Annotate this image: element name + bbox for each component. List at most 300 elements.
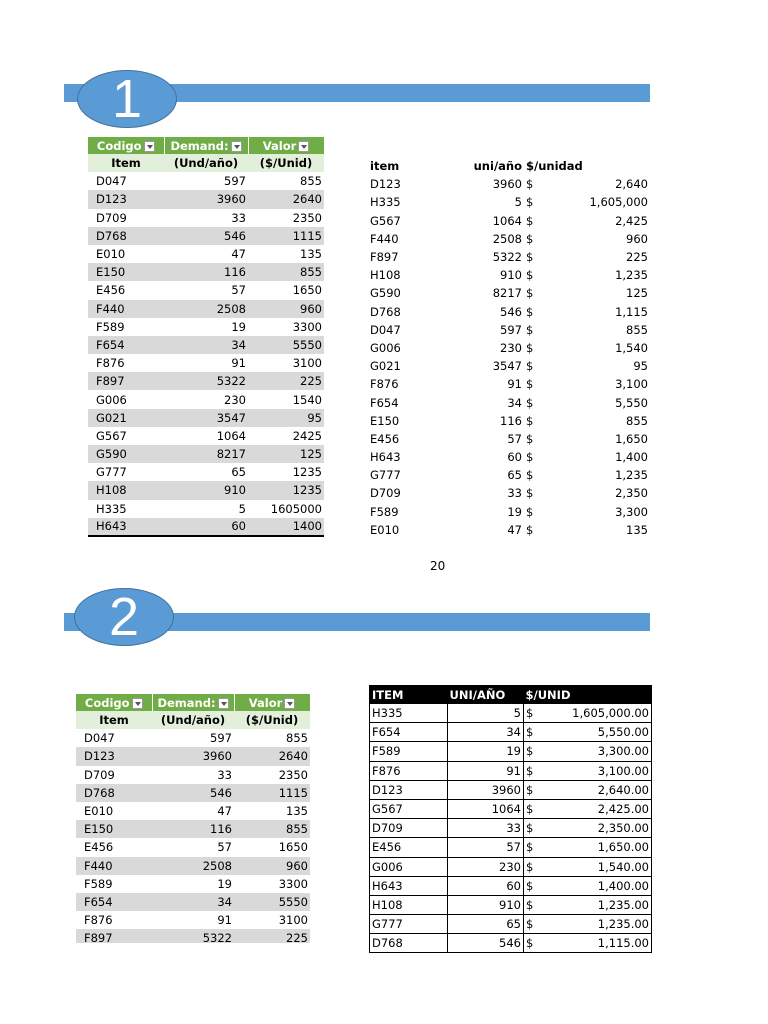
currency-symbol: $ (526, 231, 534, 246)
page-number: 20 (430, 559, 446, 573)
currency-symbol: $ (526, 782, 534, 797)
currency-symbol: $ (526, 377, 534, 392)
subheader-item: Item (88, 154, 164, 172)
value-cell: 5550 (234, 893, 310, 911)
item-code-cell: D709 (370, 819, 448, 838)
header-demanda: Demand: (152, 694, 234, 711)
value-cell: 2350 (234, 766, 310, 784)
demand-cell: 2508 (152, 857, 234, 875)
unit-price-cell (524, 723, 652, 742)
header-demanda: Demand: (164, 137, 248, 154)
demand-cell: 8217 (164, 445, 248, 463)
table-row (88, 227, 324, 245)
item-code-cell: F876 (88, 354, 164, 372)
table-row (370, 876, 652, 895)
table-row (370, 838, 652, 857)
item-code-cell: G590 (88, 445, 164, 463)
table-row (370, 857, 652, 876)
subheader-units: (Und/año) (164, 154, 248, 172)
demand-cell: 546 (152, 784, 234, 802)
item-code-cell: D768 (88, 227, 164, 245)
table-row (76, 766, 310, 784)
table-row (370, 819, 652, 838)
demand-cell: 47 (164, 245, 248, 263)
table-row (76, 784, 310, 802)
ranked-header-unid: $/UNID (524, 686, 652, 704)
currency-symbol: $ (526, 802, 534, 817)
demand-cell: 65 (164, 463, 248, 481)
table-row (88, 481, 324, 499)
units-cell: 1064 (448, 799, 524, 818)
item-code-cell: H335 (88, 500, 164, 518)
units-cell: 116 (500, 413, 522, 428)
price-value: 1,400.00 (597, 878, 649, 893)
item-code-cell: D768 (370, 304, 401, 319)
currency-symbol: $ (526, 359, 534, 374)
currency-symbol: $ (526, 878, 534, 893)
table-row (88, 318, 324, 336)
units-cell: 5322 (492, 250, 522, 265)
units-cell: 546 (448, 934, 524, 953)
item-code-cell: F589 (370, 504, 399, 519)
demand-cell: 91 (164, 354, 248, 372)
value-cell: 1605000 (248, 500, 324, 518)
currency-symbol: $ (526, 450, 534, 465)
demand-cell: 19 (164, 318, 248, 336)
currency-symbol: $ (526, 195, 534, 210)
table-row (370, 934, 652, 953)
value-cell: 1115 (248, 227, 324, 245)
value-cell: 1235 (248, 481, 324, 499)
units-cell: 60 (507, 450, 522, 465)
table-row (88, 372, 324, 390)
unit-price-cell (524, 704, 652, 723)
value-cell: 1650 (248, 281, 324, 299)
list-item (368, 357, 650, 375)
currency-symbol: $ (526, 821, 534, 836)
units-cell: 19 (448, 742, 524, 761)
price-value: 1,650.00 (597, 840, 649, 855)
table-row (88, 409, 324, 427)
value-cell: 225 (234, 929, 310, 943)
list-item (368, 193, 650, 211)
value-cell: 3300 (234, 875, 310, 893)
currency-symbol: $ (526, 177, 534, 192)
item-code-cell: D768 (76, 784, 152, 802)
sorted-header-item: item (370, 159, 400, 174)
item-code-cell: H335 (370, 195, 401, 210)
item-code-cell: F897 (370, 250, 399, 265)
item-code-cell: E010 (370, 522, 400, 537)
demand-cell: 34 (164, 336, 248, 354)
value-cell: 960 (234, 857, 310, 875)
list-item (368, 393, 650, 411)
currency-symbol: $ (526, 304, 534, 319)
units-cell: 5 (448, 704, 524, 723)
value-cell: 1115 (234, 784, 310, 802)
currency-symbol: $ (526, 395, 534, 410)
currency-symbol: $ (526, 522, 534, 537)
list-item (368, 339, 650, 357)
item-code-cell: H643 (88, 518, 164, 536)
currency-symbol: $ (526, 725, 534, 740)
item-code-cell: D047 (88, 172, 164, 190)
item-code-cell: E456 (370, 838, 448, 857)
item-code-cell: H643 (370, 450, 401, 465)
item-code-cell: G567 (88, 427, 164, 445)
list-item (368, 266, 650, 284)
table-row (76, 893, 310, 911)
table-row (370, 895, 652, 914)
list-item (368, 212, 650, 230)
demand-cell: 597 (164, 172, 248, 190)
unit-price-cell: 2,640 (615, 177, 648, 192)
demand-cell: 546 (164, 227, 248, 245)
demand-cell: 3547 (164, 409, 248, 427)
currency-symbol: $ (526, 268, 534, 283)
demand-cell: 3960 (164, 190, 248, 208)
value-cell: 135 (248, 245, 324, 263)
units-cell: 546 (500, 304, 522, 319)
item-code-cell: F876 (370, 761, 448, 780)
inventory-table-1 (88, 137, 325, 537)
table-row (76, 820, 310, 838)
list-item (368, 284, 650, 302)
table-row (370, 915, 652, 934)
value-cell: 960 (248, 300, 324, 318)
unit-price-cell: 1,540 (615, 340, 648, 355)
header-codigo: Codigo (76, 694, 152, 711)
unit-price-cell: 1,115 (615, 304, 648, 319)
list-item (368, 321, 650, 339)
units-cell: 65 (448, 915, 524, 934)
item-code-cell: E456 (370, 431, 400, 446)
item-code-cell: H108 (88, 481, 164, 499)
item-code-cell: E150 (370, 413, 400, 428)
price-value: 3,100.00 (597, 763, 649, 778)
filter-dropdown-icon[interactable] (298, 141, 309, 152)
price-value: 1,235.00 (597, 917, 649, 932)
item-code-cell: F440 (88, 300, 164, 318)
demand-cell: 2508 (164, 300, 248, 318)
item-code-cell: F654 (76, 893, 152, 911)
item-code-cell: G567 (370, 799, 448, 818)
price-value: 2,350.00 (597, 821, 649, 836)
currency-symbol: $ (526, 413, 534, 428)
table-row (76, 802, 310, 820)
demand-cell: 47 (152, 802, 234, 820)
subheader-value: ($/Unid) (248, 154, 324, 172)
demand-cell: 5322 (164, 372, 248, 390)
list-item (368, 248, 650, 266)
unit-price-cell (524, 742, 652, 761)
value-cell: 2425 (248, 427, 324, 445)
units-cell: 19 (507, 504, 522, 519)
value-cell: 225 (248, 372, 324, 390)
units-cell: 597 (500, 322, 522, 337)
demand-cell: 57 (152, 838, 234, 856)
value-cell: 855 (248, 263, 324, 281)
sorted-list (368, 157, 650, 539)
value-cell: 2640 (234, 747, 310, 765)
item-code-cell: E456 (88, 281, 164, 299)
units-cell: 3960 (448, 780, 524, 799)
ranked-header-item: ITEM (370, 686, 448, 704)
demand-cell: 230 (164, 390, 248, 408)
unit-price-cell: 960 (626, 231, 648, 246)
item-code-cell: F589 (76, 875, 152, 893)
item-code-cell: E010 (88, 245, 164, 263)
price-value: 1,540.00 (597, 859, 649, 874)
table-row (88, 445, 324, 463)
value-cell: 3300 (248, 318, 324, 336)
demand-cell: 19 (152, 875, 234, 893)
table-row (370, 799, 652, 818)
item-code-cell: F589 (88, 318, 164, 336)
subheader-units: (Und/año) (152, 711, 234, 729)
list-item (368, 430, 650, 448)
table-row (88, 427, 324, 445)
demand-cell: 33 (152, 766, 234, 784)
demand-cell: 116 (164, 263, 248, 281)
table-row (88, 354, 324, 372)
demand-cell: 3960 (152, 747, 234, 765)
units-cell: 60 (448, 876, 524, 895)
price-value: 5,550.00 (597, 725, 649, 740)
currency-symbol: $ (526, 468, 534, 483)
units-cell: 910 (500, 268, 522, 283)
currency-symbol: $ (526, 936, 534, 951)
filter-dropdown-icon[interactable] (218, 698, 229, 709)
units-cell: 33 (448, 819, 524, 838)
item-code-cell: F440 (76, 857, 152, 875)
list-item (368, 303, 650, 321)
item-code-cell: D768 (370, 934, 448, 953)
units-cell: 1064 (492, 213, 522, 228)
table-row (370, 723, 652, 742)
units-cell: 34 (507, 395, 522, 410)
list-item (368, 375, 650, 393)
value-cell: 5550 (248, 336, 324, 354)
filter-dropdown-icon[interactable] (132, 698, 143, 709)
unit-price-cell: 855 (626, 413, 648, 428)
value-cell: 855 (234, 820, 310, 838)
unit-price-cell: 3,300 (615, 504, 648, 519)
inventory-table-2-viewport (76, 694, 312, 943)
item-code-cell: D123 (76, 747, 152, 765)
table-row (76, 929, 310, 943)
demand-cell: 1064 (164, 427, 248, 445)
units-cell: 34 (448, 723, 524, 742)
unit-price-cell (524, 857, 652, 876)
currency-symbol: $ (526, 213, 534, 228)
price-value: 1,605,000.00 (572, 706, 649, 721)
table-row (76, 729, 310, 747)
ranked-table (369, 685, 652, 953)
unit-price-cell (524, 915, 652, 934)
unit-price-cell: 95 (633, 359, 648, 374)
value-cell: 1540 (248, 390, 324, 408)
unit-price-cell: 1,605,000 (589, 195, 648, 210)
units-cell: 5 (514, 195, 522, 210)
demand-cell: 116 (152, 820, 234, 838)
table-row (88, 263, 324, 281)
price-value: 1,235.00 (597, 897, 649, 912)
unit-price-cell (524, 780, 652, 799)
currency-symbol: $ (526, 250, 534, 265)
price-value: 1,115.00 (597, 936, 649, 951)
units-cell: 91 (448, 761, 524, 780)
units-cell: 91 (507, 377, 522, 392)
demand-cell: 91 (152, 911, 234, 929)
currency-symbol: $ (526, 504, 534, 519)
item-code-cell: F654 (88, 336, 164, 354)
table-row (88, 336, 324, 354)
sorted-header-unidad: $/unidad (526, 159, 583, 174)
item-code-cell: G777 (370, 468, 401, 483)
list-item (368, 484, 650, 502)
item-code-cell: F897 (88, 372, 164, 390)
item-code-cell: H335 (370, 704, 448, 723)
currency-symbol: $ (526, 917, 534, 932)
item-code-cell: H108 (370, 268, 401, 283)
units-cell: 2508 (492, 231, 522, 246)
currency-symbol: $ (526, 486, 534, 501)
unit-price-cell: 1,650 (615, 431, 648, 446)
demand-cell: 5 (164, 500, 248, 518)
unit-price-cell (524, 934, 652, 953)
inventory-table-2 (76, 694, 311, 943)
unit-price-cell: 125 (626, 286, 648, 301)
value-cell: 125 (248, 445, 324, 463)
list-item (368, 175, 650, 193)
item-code-cell: G006 (370, 340, 401, 355)
unit-price-cell: 1,235 (615, 268, 648, 283)
item-code-cell: D047 (76, 729, 152, 747)
item-code-cell: G777 (88, 463, 164, 481)
item-code-cell: G006 (370, 857, 448, 876)
item-code-cell: F876 (76, 911, 152, 929)
value-cell: 2350 (248, 209, 324, 227)
table-row (88, 500, 324, 518)
item-code-cell: F589 (370, 742, 448, 761)
item-code-cell: G777 (370, 915, 448, 934)
value-cell: 3100 (234, 911, 310, 929)
section-1-badge: 1 (77, 70, 177, 128)
sorted-header-uni: uni/año (473, 159, 522, 174)
item-code-cell: G590 (370, 286, 401, 301)
currency-symbol: $ (526, 322, 534, 337)
currency-symbol: $ (526, 897, 534, 912)
unit-price-cell: 2,350 (615, 486, 648, 501)
demand-cell: 33 (164, 209, 248, 227)
table-row (370, 780, 652, 799)
unit-price-cell: 5,550 (615, 395, 648, 410)
demand-cell: 597 (152, 729, 234, 747)
value-cell: 135 (234, 802, 310, 820)
unit-price-cell (524, 819, 652, 838)
unit-price-cell: 1,235 (615, 468, 648, 483)
value-cell: 2640 (248, 190, 324, 208)
item-code-cell: G021 (370, 359, 401, 374)
value-cell: 855 (234, 729, 310, 747)
value-cell: 95 (248, 409, 324, 427)
filter-dropdown-icon[interactable] (144, 141, 155, 152)
unit-price-cell (524, 876, 652, 895)
list-item (368, 412, 650, 430)
value-cell: 1235 (248, 463, 324, 481)
table-row (76, 911, 310, 929)
list-item (368, 503, 650, 521)
currency-symbol: $ (526, 763, 534, 778)
section-2-badge: 2 (74, 588, 174, 646)
demand-cell: 5322 (152, 929, 234, 943)
item-code-cell: H108 (370, 895, 448, 914)
item-code-cell: D709 (370, 486, 401, 501)
unit-price-cell (524, 799, 652, 818)
table-row (76, 747, 310, 765)
table-row (88, 281, 324, 299)
unit-price-cell: 3,100 (615, 377, 648, 392)
demand-cell: 60 (164, 518, 248, 536)
table-row (76, 838, 310, 856)
list-item (368, 448, 650, 466)
item-code-cell: E010 (76, 802, 152, 820)
item-code-cell: D123 (370, 780, 448, 799)
unit-price-cell (524, 761, 652, 780)
units-cell: 33 (507, 486, 522, 501)
item-code-cell: F440 (370, 231, 399, 246)
ranked-header-uni: UNI/AÑO (448, 686, 524, 704)
demand-cell: 910 (164, 481, 248, 499)
demand-cell: 57 (164, 281, 248, 299)
item-code-cell: G006 (88, 390, 164, 408)
subheader-item: Item (76, 711, 152, 729)
units-cell: 57 (507, 431, 522, 446)
item-code-cell: F876 (370, 377, 399, 392)
units-cell: 3960 (492, 177, 522, 192)
item-code-cell: E150 (76, 820, 152, 838)
currency-symbol: $ (526, 431, 534, 446)
units-cell: 8217 (492, 286, 522, 301)
currency-symbol: $ (526, 744, 534, 759)
currency-symbol: $ (526, 286, 534, 301)
header-valor: Valor (248, 137, 324, 154)
table-row (88, 245, 324, 263)
item-code-cell: E456 (76, 838, 152, 856)
header-valor: Valor (234, 694, 310, 711)
value-cell: 3100 (248, 354, 324, 372)
list-item (368, 466, 650, 484)
filter-dropdown-icon[interactable] (284, 698, 295, 709)
item-code-cell: F897 (76, 929, 152, 943)
value-cell: 1400 (248, 518, 324, 536)
header-codigo: Codigo (88, 137, 164, 154)
unit-price-cell: 135 (626, 522, 648, 537)
table-row (88, 518, 324, 536)
item-code-cell: D123 (88, 190, 164, 208)
table-row (88, 390, 324, 408)
filter-dropdown-icon[interactable] (231, 141, 242, 152)
item-code-cell: D047 (370, 322, 401, 337)
unit-price-cell (524, 838, 652, 857)
units-cell: 57 (448, 838, 524, 857)
subheader-value: ($/Unid) (234, 711, 310, 729)
value-cell: 1650 (234, 838, 310, 856)
currency-symbol: $ (526, 859, 534, 874)
table-row (88, 190, 324, 208)
item-code-cell: F654 (370, 723, 448, 742)
